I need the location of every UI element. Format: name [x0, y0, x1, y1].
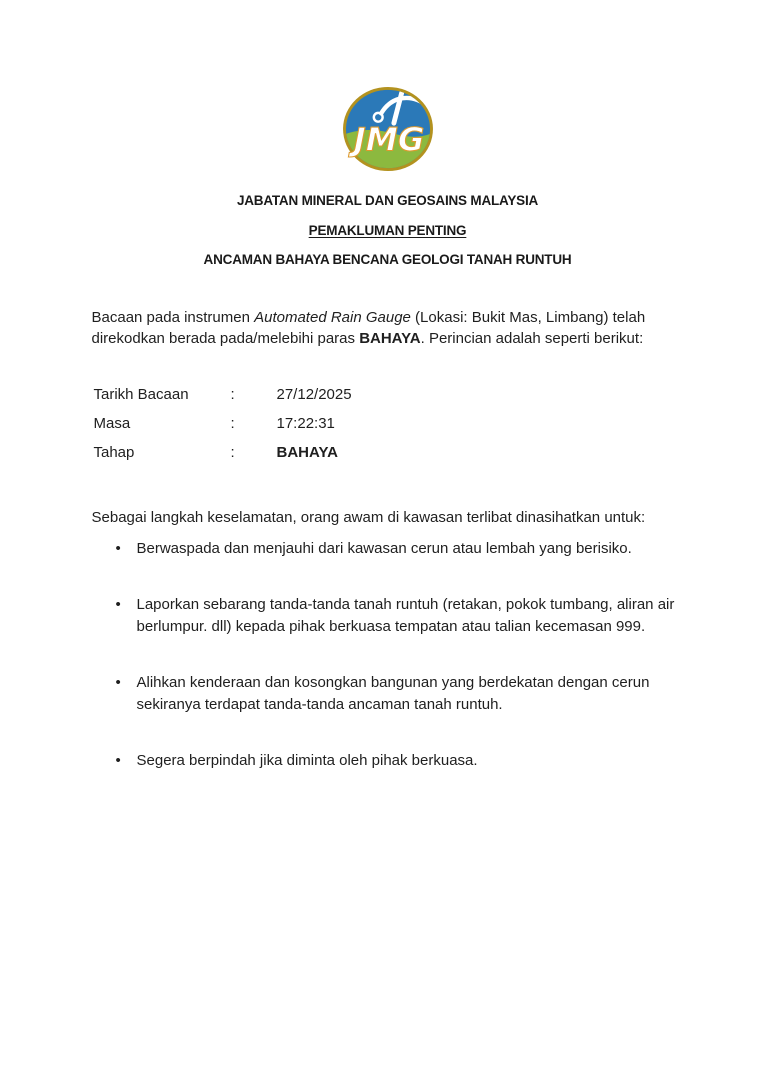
intro-paragraph: [92, 307, 684, 349]
logo-letters: JMG: [353, 120, 424, 159]
alert-level-inline: BAHAYA: [359, 330, 421, 347]
advice-item-text: Berwaspada dan menjauhi dari kawasan cerun atau lembah yang berisiko.: [136, 540, 632, 557]
detail-value-date: 27/12/2025: [276, 386, 352, 403]
notice-title: PEMAKLUMAN PENTING: [308, 223, 467, 238]
detail-separator: :: [230, 386, 235, 403]
logo-container: [0, 0, 775, 177]
detail-label-date: Tarikh Bacaan: [93, 386, 189, 403]
instrument-name: Automated Rain Gauge: [254, 309, 411, 326]
detail-separator: :: [230, 444, 235, 461]
advice-item-text: Alihkan kenderaan dan kosongkan bangunan yang berdekatan dengan cerun sekiranya terdapat tanda-tanda ancaman tanah runtuh.: [136, 674, 650, 713]
advice-list-item: [92, 672, 684, 716]
intro-part1: Bacaan pada instrumen: [91, 309, 255, 326]
advice-list-item: [92, 594, 684, 638]
intro-part3: . Perincian adalah seperti berikut:: [420, 330, 644, 347]
detail-label-time: Masa: [93, 415, 131, 432]
subject-title: ANCAMAN BAHAYA BENCANA GEOLOGI TANAH RUNTUH: [203, 252, 572, 267]
advice-list-item: [92, 750, 684, 772]
advice-item-text: Laporkan sebarang tanda-tanda tanah runtuh (retakan, pokok tumbang, aliran air berlumpur. dll) kepada pihak berkuasa tempatan atau talian kecemasan 999.: [136, 596, 675, 635]
intro-part2: (Lokasi: Bukit Mas, Limbang) telah direkodkan berada pada/melebihi paras: [91, 309, 646, 347]
details-table: [92, 385, 684, 463]
detail-value-level: BAHAYA: [276, 444, 338, 461]
jmg-logo-icon: [340, 86, 436, 172]
detail-separator: :: [230, 415, 235, 432]
org-title: JABATAN MINERAL DAN GEOSAINS MALAYSIA: [236, 193, 539, 208]
advice-list: [92, 538, 684, 772]
advice-item-text: Segera berpindah jika diminta oleh pihak berkuasa.: [136, 752, 478, 769]
advice-intro: Sebagai langkah keselamatan, orang awam di kawasan terlibat dinasihatkan untuk:: [91, 509, 646, 526]
detail-value-time: 17:22:31: [276, 415, 335, 432]
advice-list-item: [92, 538, 684, 560]
detail-label-level: Tahap: [93, 444, 135, 461]
